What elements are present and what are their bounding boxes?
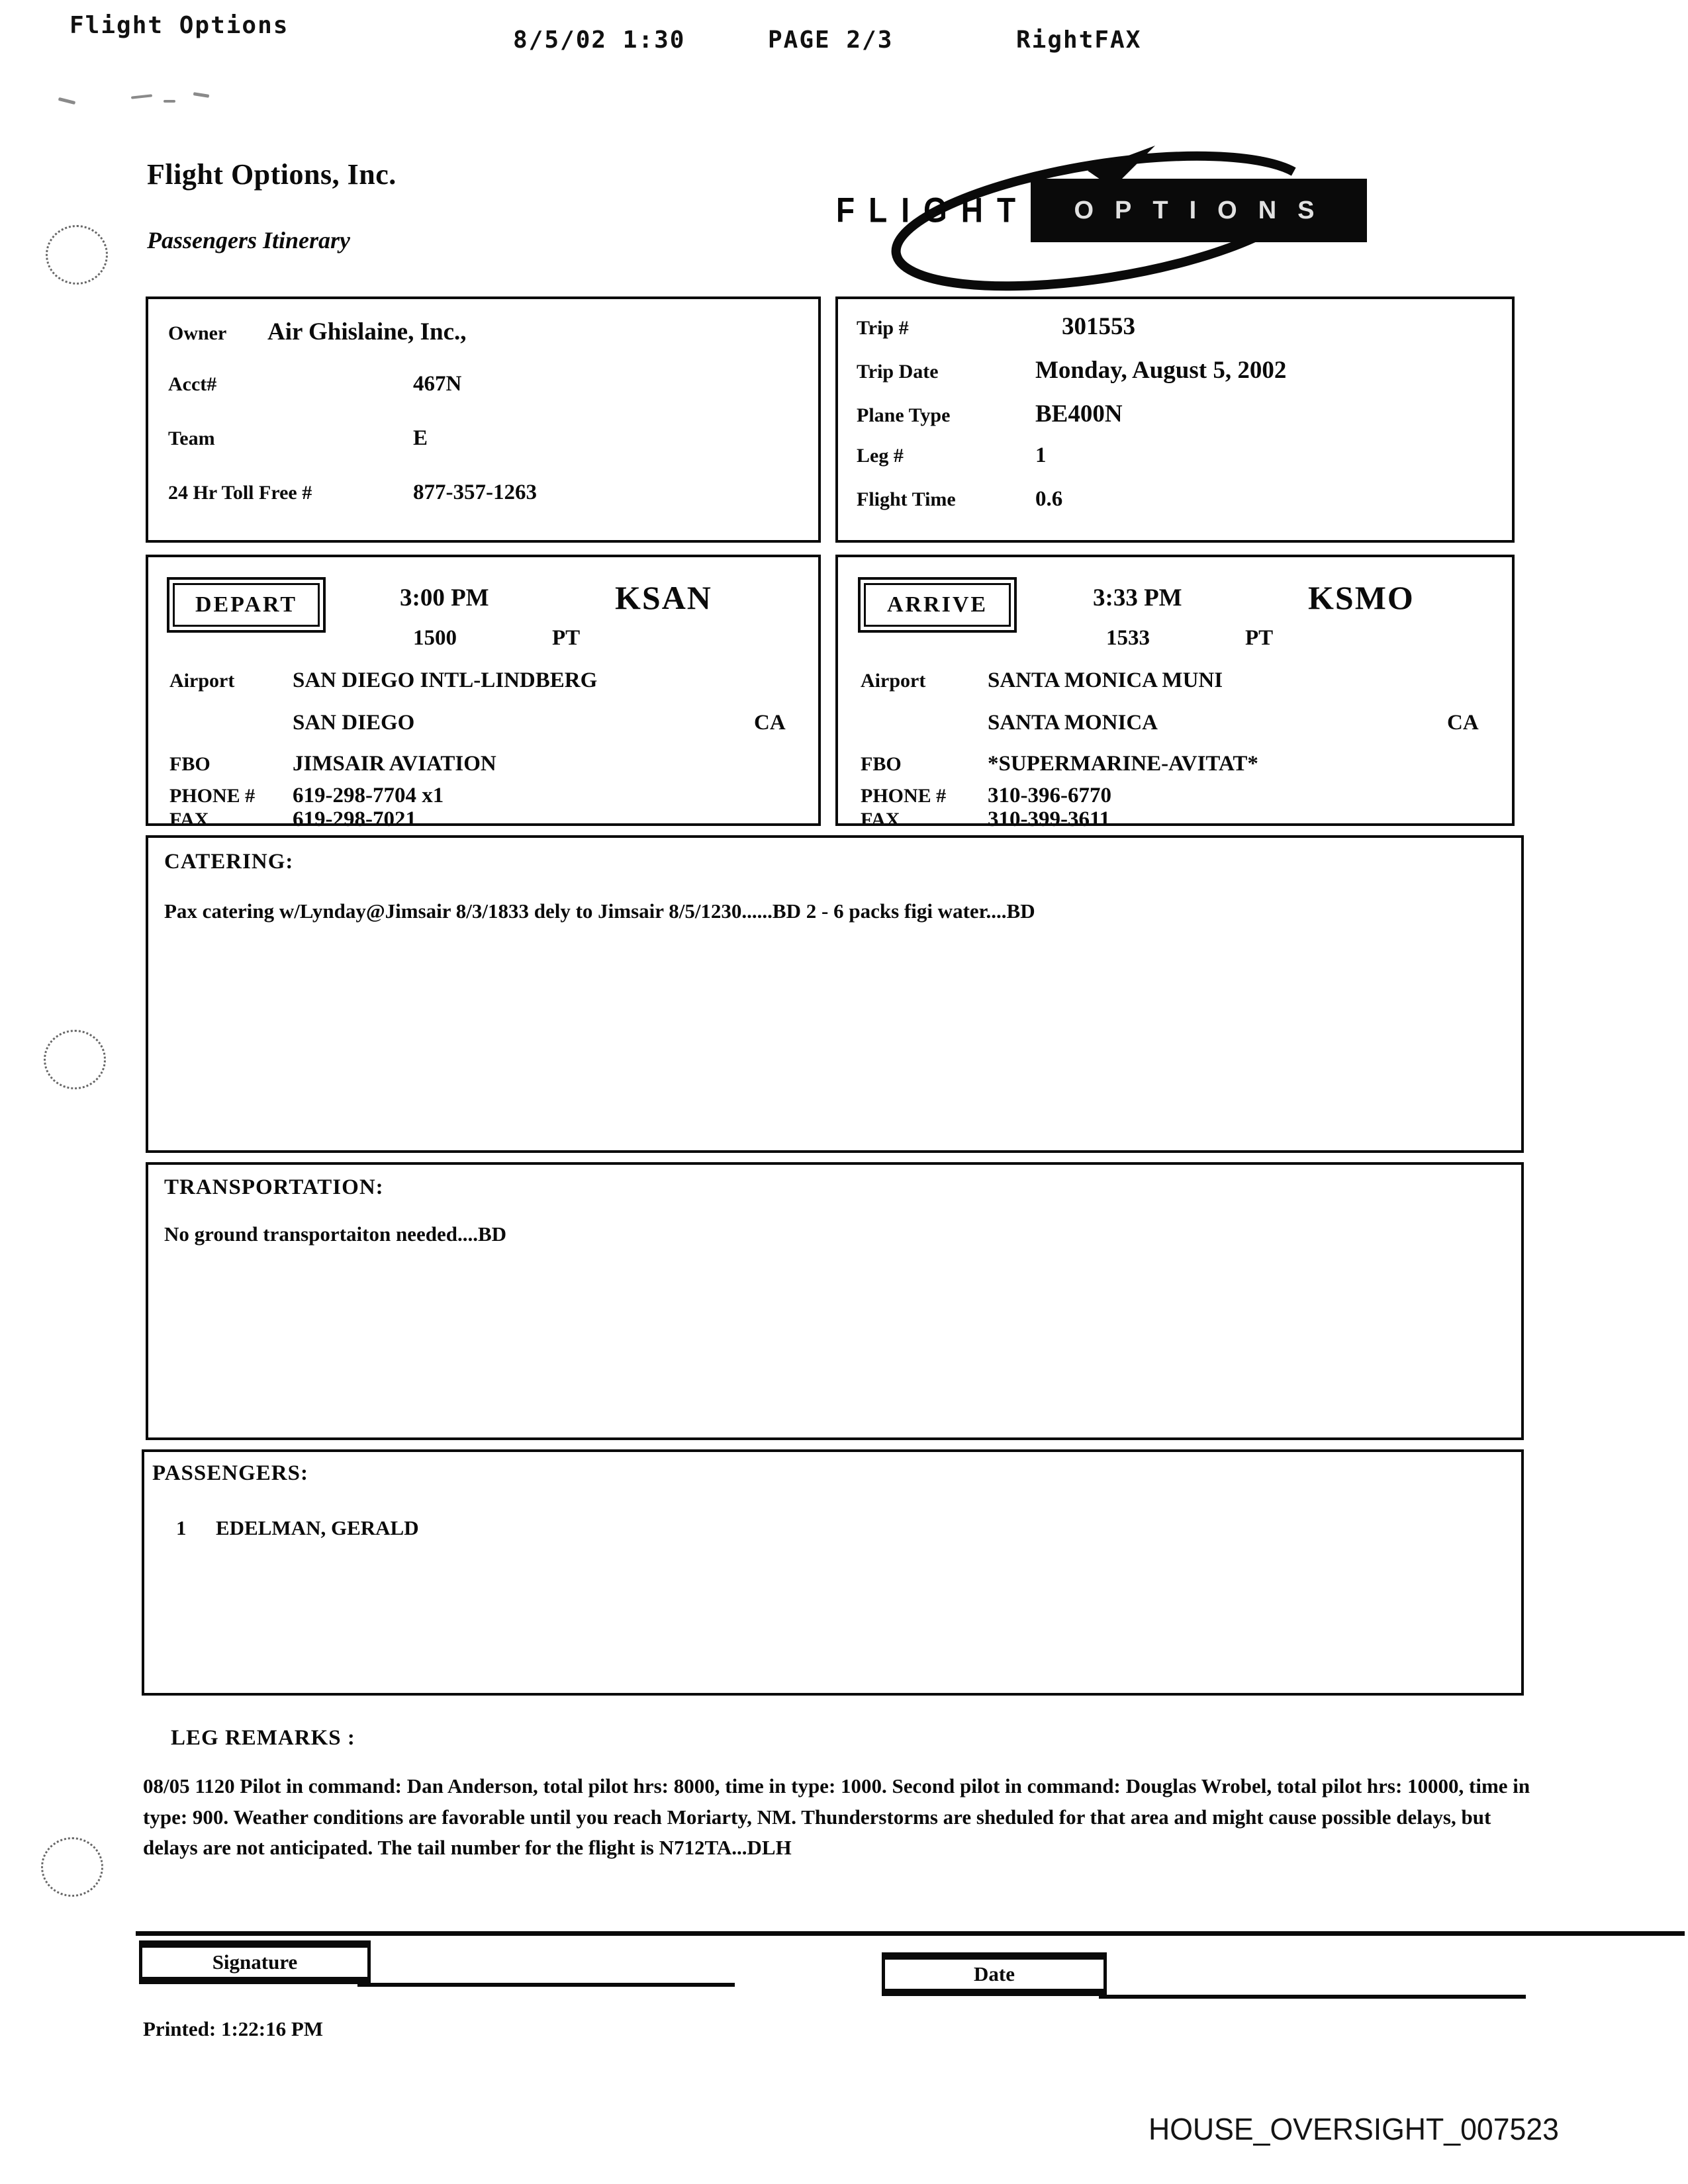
signature-label: Signature — [212, 1950, 298, 1974]
arrive-phone-value: 310-396-6770 — [988, 784, 1111, 807]
arrive-time24: 1533 — [1106, 626, 1150, 650]
document-id: HOUSE_OVERSIGHT_007523 — [1149, 2112, 1559, 2146]
depart-state: CA — [754, 711, 786, 735]
owner-value: Air Ghislaine, Inc., — [267, 318, 467, 345]
signature-box — [139, 1940, 371, 1984]
arrive-time: 3:33 PM — [1093, 584, 1182, 612]
arrive-airport-name: SANTA MONICA MUNI — [988, 668, 1223, 692]
passenger-number: 1 — [176, 1516, 187, 1539]
team-label: Team — [168, 428, 215, 449]
depart-fax-value: 619-298-7021 — [293, 807, 416, 831]
arrive-state: CA — [1447, 711, 1479, 735]
leg-remarks-title: LEG REMARKS : — [171, 1726, 355, 1750]
arrive-airport-code: KSMO — [1308, 579, 1415, 616]
acct-value: 467N — [413, 372, 462, 396]
arrive-phone-label: PHONE # — [861, 785, 947, 807]
date-box — [882, 1952, 1107, 1996]
acct-row — [168, 372, 461, 396]
depart-time24: 1500 — [413, 626, 457, 650]
trip-number-label: Trip # — [857, 317, 909, 339]
depart-box — [146, 555, 821, 831]
passengers-box — [142, 1449, 1524, 1696]
tollfree-label: 24 Hr Toll Free # — [168, 482, 312, 504]
arrive-timezone: PT — [1245, 626, 1274, 650]
arrive-fbo-label: FBO — [861, 753, 902, 775]
fax-datetime: 8/5/02 1:30 — [513, 26, 686, 54]
plane-type-value: BE400N — [1035, 400, 1123, 428]
printed-timestamp: Printed: 1:22:16 PM — [143, 2017, 324, 2040]
depart-fax-label: FAX — [169, 809, 209, 831]
depart-phone-value: 619-298-7704 x1 — [293, 784, 444, 807]
depart-time: 3:00 PM — [400, 584, 489, 612]
flight-time-label: Flight Time — [857, 488, 956, 510]
date-label: Date — [974, 1962, 1015, 1985]
trip-number-value: 301553 — [1062, 313, 1135, 340]
depart-airport-name: SAN DIEGO INTL-LINDBERG — [293, 668, 598, 692]
company-title: Flight Options, Inc. — [147, 158, 397, 191]
pen-mark — [131, 94, 152, 99]
logo-options-bar — [1031, 179, 1367, 242]
trip-number-row — [857, 312, 1135, 341]
logo-options-text: OPTIONS — [1074, 196, 1336, 224]
depart-fbo-label: FBO — [169, 753, 211, 775]
transportation-text: No ground transportaiton needed....BD — [164, 1222, 507, 1246]
catering-text: Pax catering w/Lynday@Jimsair 8/3/1833 dely to Jimsair 8/5/1230......BD 2 - 6 packs figi water....BD — [164, 899, 1035, 923]
depart-city: SAN DIEGO — [293, 711, 415, 735]
punch-hole — [46, 225, 108, 285]
trip-box — [835, 296, 1515, 543]
owner-label: Owner — [168, 322, 227, 344]
arrive-fax-value: 310-399-3611 — [988, 807, 1111, 831]
logo-flight-text: FLIGHT — [836, 190, 1030, 230]
trip-date-row — [857, 356, 1286, 385]
pen-mark — [58, 97, 75, 105]
passengers-title: PASSENGERS: — [152, 1461, 308, 1485]
catering-box — [146, 835, 1524, 1153]
arrive-city: SANTA MONICA — [988, 711, 1158, 735]
leg-number-value: 1 — [1035, 443, 1047, 467]
leg-number-row — [857, 443, 1047, 468]
company-logo — [824, 140, 1400, 296]
flight-time-value: 0.6 — [1035, 487, 1063, 511]
passenger-name: EDELMAN, GERALD — [216, 1516, 419, 1539]
doc-title: Passengers Itinerary — [147, 227, 351, 253]
catering-title: CATERING: — [164, 850, 294, 874]
owner-box — [146, 296, 821, 543]
leg-number-label: Leg # — [857, 445, 904, 467]
arrive-airport-label: Airport — [861, 670, 926, 692]
depart-fbo-name: JIMSAIR AVIATION — [293, 752, 496, 776]
arrive-fax-label: FAX — [861, 809, 900, 831]
arrive-badge: ARRIVE — [858, 577, 1017, 633]
pen-mark — [164, 100, 175, 103]
flight-time-row — [857, 487, 1062, 512]
fax-page-number: PAGE 2/3 — [768, 26, 894, 54]
arrive-fbo-name: *SUPERMARINE-AVITAT* — [988, 752, 1258, 776]
trip-date-value: Monday, August 5, 2002 — [1035, 357, 1287, 384]
acct-label: Acct# — [168, 373, 217, 395]
depart-timezone: PT — [552, 626, 581, 650]
passenger-row — [176, 1513, 419, 1544]
punch-hole — [41, 1837, 103, 1897]
plane-type-label: Plane Type — [857, 404, 951, 426]
leg-remarks-text: 08/05 1120 Pilot in command: Dan Anderson, total pilot hrs: 8000, time in type: 1000. Second pilot in command: Douglas Wrobel, total pilot hrs: 10000, time in type: 900. Weather conditions are favorable until you reach Moriarty, NM. Thunderstorms are sheduled for that area and might cause possible delays, but delays are not anticipated. The tail number for the flight is N712TA...DLH — [143, 1774, 1530, 1859]
owner-row — [168, 318, 467, 346]
punch-hole — [44, 1030, 106, 1089]
arrive-box — [835, 555, 1515, 831]
depart-airport-label: Airport — [169, 670, 235, 692]
plane-type-row — [857, 400, 1123, 428]
depart-badge: DEPART — [167, 577, 326, 633]
depart-phone-label: PHONE # — [169, 785, 256, 807]
date-line — [1099, 1995, 1526, 1999]
fax-system: RightFAX — [1016, 26, 1142, 54]
tollfree-value: 877-357-1263 — [413, 480, 537, 504]
signature-line — [357, 1983, 735, 1987]
depart-airport-code: KSAN — [615, 579, 712, 616]
team-value: E — [413, 426, 428, 450]
trip-date-label: Trip Date — [857, 361, 939, 383]
fax-sender: Flight Options — [70, 12, 289, 39]
team-row — [168, 426, 428, 451]
pen-mark — [193, 92, 209, 98]
signoff-divider — [136, 1931, 1685, 1936]
transportation-box — [146, 1162, 1524, 1440]
tollfree-row — [168, 480, 537, 505]
transportation-title: TRANSPORTATION: — [164, 1175, 384, 1199]
